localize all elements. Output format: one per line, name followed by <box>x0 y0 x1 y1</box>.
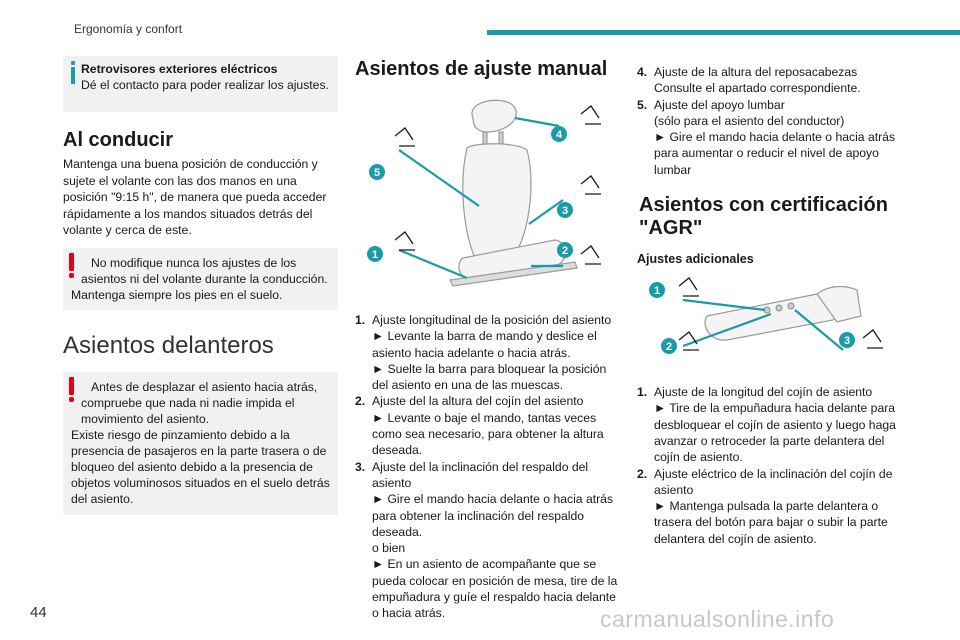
step-line: Consulte el apartado correspondiente. <box>654 81 861 96</box>
seat-figure-agr <box>647 276 897 372</box>
warning-text: Antes de desplazar el asiento hacia atrás, compruebe que nada ni nadie impida el movimiento del asiento. <box>81 379 318 426</box>
running-header: Ergonomía y confort <box>74 22 183 36</box>
step-title: Ajuste eléctrico de la inclinación del cojín de asiento <box>654 466 893 497</box>
callout-2-label: 2 <box>561 245 569 257</box>
agr-callout-2-label: 2 <box>665 341 673 354</box>
agr-subheading: Ajustes adicionales <box>637 252 754 267</box>
manual-steps-continued <box>637 64 907 178</box>
step-line: ► Levante o baje el mando, tantas veces como sea necesario, para obtener la altura deseada. <box>372 410 604 458</box>
agr-seat-illustration <box>647 276 897 372</box>
step-line: ► Gire el mando hacia delante o hacia atrás para aumentar o reducir el nivel de apoyo lumbar <box>654 130 896 177</box>
section-heading-agr: Asientos con certificación "AGR" <box>639 194 888 240</box>
callout-4-label: 4 <box>555 129 563 141</box>
driving-text: Mantenga una buena posición de conducción y sujete el volante con las dos manos en una posición "9:15 h", de manera que pueda acceder rápidamente a los mandos situados detrás del volante y cerca de este. <box>63 157 327 237</box>
manual-steps-list <box>355 312 621 622</box>
headrest-shape <box>472 100 516 132</box>
step-number: 2. <box>355 394 366 409</box>
note-text: Dé el contacto para poder realizar los ajustes. <box>81 78 329 92</box>
step-line: ► Suelte la barra para bloquear la posición del asiento en una de las muescas. <box>372 361 607 393</box>
step-line: ► Gire el mando hacia delante o hacia atrás para obtener la inclinación del respaldo deseada. <box>372 492 614 539</box>
step-title: Ajuste de la longitud del cojín de asiento <box>654 385 873 400</box>
step-title: Ajuste del la altura del cojín del asiento <box>372 394 584 409</box>
info-icon <box>71 61 80 84</box>
warning-note-driving <box>63 248 338 310</box>
section-heading-manual-seats: Asientos de ajuste manual <box>355 58 608 80</box>
step-line: ► Mantenga pulsada la parte delantera o trasera del botón para bajar o subir la parte delantera del cojín de asiento. <box>654 499 888 546</box>
note-title: Retrovisores exteriores eléctricos <box>81 62 278 76</box>
seat-figure-manual <box>355 90 621 300</box>
callout-3-label: 3 <box>561 205 569 217</box>
step-number: 1. <box>355 313 366 327</box>
column-right <box>637 56 907 547</box>
column-left <box>63 56 338 515</box>
step-1 <box>355 312 621 393</box>
page-number: 44 <box>30 604 47 621</box>
step-number: 4. <box>637 65 648 79</box>
step-line: o bien <box>372 541 406 556</box>
warning-text-2: Mantenga siempre los pies en el suelo. <box>71 287 283 302</box>
watermark: carmanualsonline.info <box>600 606 835 632</box>
callout-1-label: 1 <box>371 249 379 261</box>
step-title: Ajuste del apoyo lumbar <box>654 97 785 112</box>
warning-text-2: Existe riesgo de pinzamiento debido a la presencia de pasajeros en la parte trasera o de bloqueo del asiento debido a la presencia de objetos voluminosos situados en el suelo detrás del asiento. <box>71 427 330 506</box>
step-number: 3. <box>355 459 366 474</box>
step-3 <box>355 459 621 622</box>
agr-callout-3-label: 3 <box>843 335 851 348</box>
header-accent-bar <box>487 30 960 35</box>
callout-5-label: 5 <box>373 167 381 179</box>
section-heading-driving: Al conducir <box>63 129 174 151</box>
step-5 <box>637 97 907 178</box>
step-2 <box>355 393 621 458</box>
warning-text: No modifique nunca los ajustes de los asientos ni del volante durante la conducción. <box>81 255 328 286</box>
agr-callout-1-label: 1 <box>653 285 661 298</box>
step-line: ► Levante la barra de mando y deslice el asiento hacia adelante o hacia atrás. <box>372 329 597 360</box>
warning-note-seats <box>63 372 338 515</box>
agr-step-2 <box>637 466 907 547</box>
step-number: 1. <box>637 385 648 400</box>
step-line: ► En un asiento de acompañante que se pueda colocar en posición de mesa, tire de la empuñadura y guíe el respaldo hacia delante o hacia atrás. <box>372 557 618 621</box>
column-middle <box>355 56 621 622</box>
warning-icon <box>69 253 78 278</box>
agr-steps-list <box>637 384 907 547</box>
seat-illustration <box>355 90 621 300</box>
step-line: ► Tire de la empuñadura hacia delante para desbloquear el cojín de asiento y luego haga avanzar o retroceder la parte delantera del cojín de asiento. <box>654 401 896 465</box>
step-number: 2. <box>637 466 648 481</box>
step-line: (sólo para el asiento del conductor) <box>654 113 845 128</box>
agr-cushion-shape <box>705 294 839 340</box>
agr-step-1 <box>637 384 907 465</box>
step-title: Ajuste de la altura del reposacabezas <box>654 65 858 79</box>
step-4 <box>637 64 907 97</box>
section-heading-front-seats: Asientos delanteros <box>63 331 274 359</box>
warning-icon <box>69 377 78 402</box>
step-number: 5. <box>637 97 648 112</box>
step-title: Ajuste del la inclinación del respaldo del asiento <box>372 459 589 490</box>
info-note-mirrors <box>63 56 338 112</box>
step-title: Ajuste longitudinal de la posición del asiento <box>372 313 612 327</box>
